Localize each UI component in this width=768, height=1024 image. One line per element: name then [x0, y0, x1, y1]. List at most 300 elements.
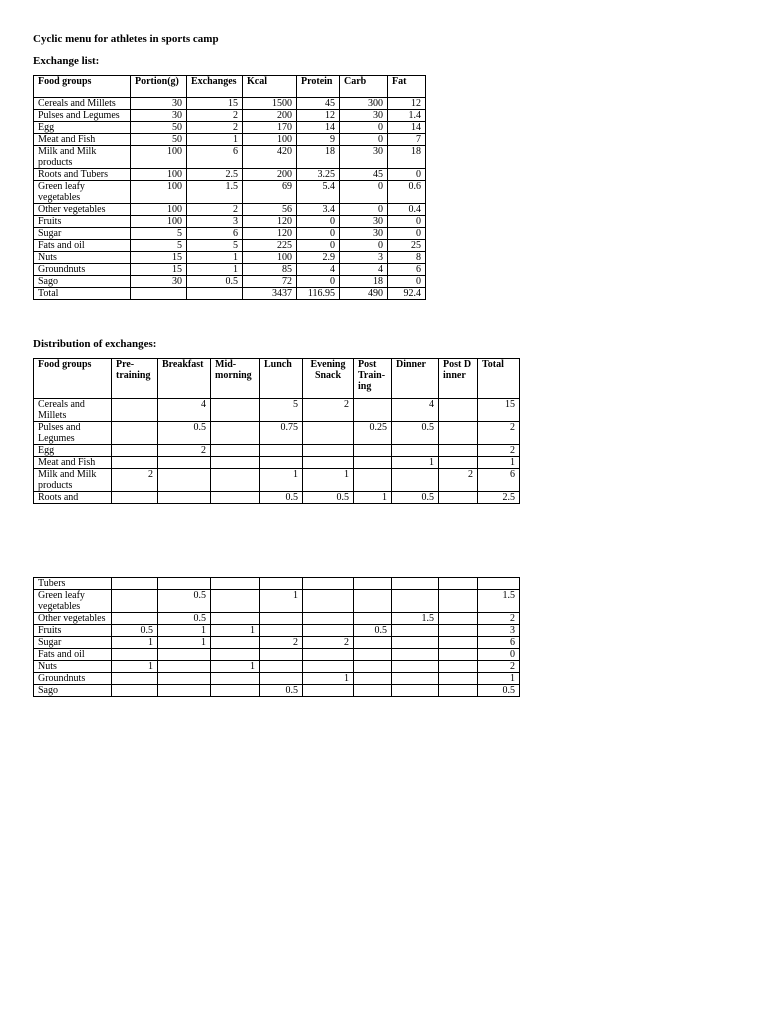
col-header: Portion(g) — [131, 76, 187, 98]
value-cell: 6 — [187, 228, 243, 240]
value-cell: 7 — [388, 134, 426, 146]
value-cell — [211, 685, 260, 697]
value-cell — [112, 673, 158, 685]
value-cell: 100 — [243, 252, 297, 264]
table-row — [34, 181, 426, 204]
row-label-cell: Cereals and Millets — [34, 399, 112, 422]
row-label-cell: Fruits — [34, 625, 112, 637]
table-row — [34, 122, 426, 134]
value-cell — [158, 661, 211, 673]
value-cell: 56 — [243, 204, 297, 216]
value-cell: 3.25 — [297, 169, 340, 181]
value-cell: 8 — [388, 252, 426, 264]
col-header: Breakfast — [158, 359, 211, 399]
value-cell: 30 — [131, 110, 187, 122]
value-cell — [211, 492, 260, 504]
value-cell: 1 — [303, 469, 354, 492]
value-cell: 0 — [340, 204, 388, 216]
value-cell: 85 — [243, 264, 297, 276]
value-cell: 1 — [260, 469, 303, 492]
value-cell — [158, 469, 211, 492]
row-label-cell: Other vegetables — [34, 204, 131, 216]
value-cell — [112, 422, 158, 445]
value-cell: 2 — [303, 637, 354, 649]
value-cell: 72 — [243, 276, 297, 288]
value-cell: 100 — [131, 216, 187, 228]
value-cell: 116.95 — [297, 288, 340, 300]
value-cell — [354, 457, 392, 469]
value-cell: 120 — [243, 216, 297, 228]
col-header: Lunch — [260, 359, 303, 399]
table-row — [34, 264, 426, 276]
value-cell: 2 — [478, 661, 520, 673]
table-row — [34, 457, 520, 469]
row-label-cell: Meat and Fish — [34, 457, 112, 469]
table-row — [34, 252, 426, 264]
value-cell: 1 — [478, 673, 520, 685]
value-cell — [303, 685, 354, 697]
row-label-cell: Nuts — [34, 661, 112, 673]
value-cell — [260, 649, 303, 661]
value-cell: 3 — [478, 625, 520, 637]
value-cell: 30 — [340, 146, 388, 169]
value-cell: 0 — [297, 216, 340, 228]
value-cell — [303, 457, 354, 469]
value-cell: 4 — [297, 264, 340, 276]
row-label-cell: Fruits — [34, 216, 131, 228]
value-cell: 0 — [297, 276, 340, 288]
value-cell: 100 — [243, 134, 297, 146]
value-cell: 1 — [354, 492, 392, 504]
value-cell — [439, 685, 478, 697]
value-cell: 0.5 — [260, 492, 303, 504]
value-cell: 30 — [340, 216, 388, 228]
value-cell — [354, 661, 392, 673]
value-cell: 12 — [297, 110, 340, 122]
value-cell — [211, 457, 260, 469]
table-row — [34, 661, 520, 673]
row-label-cell: Tubers — [34, 578, 112, 590]
table-row — [34, 276, 426, 288]
value-cell: 225 — [243, 240, 297, 252]
row-label-cell: Roots and Tubers — [34, 169, 131, 181]
value-cell — [439, 445, 478, 457]
value-cell: 15 — [131, 252, 187, 264]
value-cell: 45 — [297, 98, 340, 110]
value-cell — [158, 457, 211, 469]
value-cell — [392, 673, 439, 685]
value-cell: 2.9 — [297, 252, 340, 264]
col-header: Kcal — [243, 76, 297, 98]
value-cell — [211, 469, 260, 492]
value-cell — [211, 445, 260, 457]
value-cell: 490 — [340, 288, 388, 300]
value-cell — [439, 399, 478, 422]
value-cell — [260, 661, 303, 673]
value-cell: 1 — [260, 590, 303, 613]
col-header: Protein — [297, 76, 340, 98]
table-row — [34, 590, 520, 613]
value-cell — [439, 457, 478, 469]
value-cell — [439, 625, 478, 637]
value-cell: 1.5 — [187, 181, 243, 204]
table-row — [34, 469, 520, 492]
value-cell: 0.5 — [478, 685, 520, 697]
value-cell — [478, 578, 520, 590]
value-cell — [354, 445, 392, 457]
value-cell — [392, 578, 439, 590]
value-cell — [211, 578, 260, 590]
value-cell: 1.5 — [392, 613, 439, 625]
value-cell — [439, 637, 478, 649]
value-cell: 6 — [478, 469, 520, 492]
value-cell — [260, 673, 303, 685]
value-cell: 0.6 — [388, 181, 426, 204]
value-cell: 0.5 — [392, 492, 439, 504]
value-cell: 4 — [392, 399, 439, 422]
value-cell — [354, 685, 392, 697]
value-cell: 15 — [478, 399, 520, 422]
value-cell: 25 — [388, 240, 426, 252]
value-cell: 9 — [297, 134, 340, 146]
value-cell — [303, 649, 354, 661]
value-cell — [112, 613, 158, 625]
value-cell — [158, 578, 211, 590]
value-cell: 1 — [112, 661, 158, 673]
value-cell — [158, 492, 211, 504]
value-cell — [303, 422, 354, 445]
value-cell: 0.5 — [303, 492, 354, 504]
value-cell — [303, 590, 354, 613]
value-cell: 0 — [340, 134, 388, 146]
value-cell — [354, 613, 392, 625]
col-header: Carb — [340, 76, 388, 98]
value-cell: 0 — [388, 276, 426, 288]
value-cell: 3.4 — [297, 204, 340, 216]
value-cell — [303, 661, 354, 673]
col-header: Exchanges — [187, 76, 243, 98]
value-cell: 4 — [340, 264, 388, 276]
value-cell: 0 — [388, 228, 426, 240]
value-cell — [392, 685, 439, 697]
value-cell: 1 — [187, 252, 243, 264]
value-cell: 1 — [211, 625, 260, 637]
value-cell: 0.5 — [260, 685, 303, 697]
value-cell — [303, 578, 354, 590]
distribution-table-part2 — [33, 577, 520, 697]
value-cell: 3 — [340, 252, 388, 264]
row-label-cell: Meat and Fish — [34, 134, 131, 146]
value-cell: 0 — [340, 181, 388, 204]
col-header: Evening Snack — [303, 359, 354, 399]
value-cell: 0 — [340, 122, 388, 134]
col-header: Dinner — [392, 359, 439, 399]
value-cell — [211, 422, 260, 445]
value-cell — [439, 578, 478, 590]
row-label-cell: Fats and oil — [34, 649, 112, 661]
row-label-cell: Egg — [34, 122, 131, 134]
value-cell: 2.5 — [187, 169, 243, 181]
row-label-cell: Groundnuts — [34, 673, 112, 685]
row-label-cell: Green leafy vegetables — [34, 590, 112, 613]
value-cell — [439, 613, 478, 625]
value-cell — [439, 661, 478, 673]
value-cell — [211, 613, 260, 625]
value-cell: 5 — [131, 228, 187, 240]
value-cell — [187, 288, 243, 300]
value-cell: 0 — [297, 240, 340, 252]
value-cell: 1.5 — [478, 590, 520, 613]
value-cell — [211, 590, 260, 613]
value-cell — [112, 590, 158, 613]
value-cell — [392, 625, 439, 637]
value-cell: 30 — [131, 276, 187, 288]
value-cell: 170 — [243, 122, 297, 134]
value-cell: 0 — [388, 169, 426, 181]
value-cell: 30 — [131, 98, 187, 110]
value-cell: 5 — [260, 399, 303, 422]
value-cell — [260, 578, 303, 590]
value-cell: 0.5 — [158, 590, 211, 613]
row-label-cell: Roots and — [34, 492, 112, 504]
value-cell: 2 — [478, 422, 520, 445]
value-cell — [112, 399, 158, 422]
value-cell — [354, 649, 392, 661]
value-cell — [392, 661, 439, 673]
value-cell — [112, 649, 158, 661]
row-label-cell: Egg — [34, 445, 112, 457]
col-header: Food groups — [34, 76, 131, 98]
value-cell — [392, 469, 439, 492]
value-cell: 300 — [340, 98, 388, 110]
value-cell: 15 — [131, 264, 187, 276]
exchange-header-row — [34, 76, 426, 98]
table-row — [34, 204, 426, 216]
table-row — [34, 240, 426, 252]
table-row — [34, 649, 520, 661]
table-row — [34, 637, 520, 649]
value-cell: 12 — [388, 98, 426, 110]
value-cell — [260, 625, 303, 637]
value-cell: 2 — [158, 445, 211, 457]
row-label-cell: Sugar — [34, 637, 112, 649]
table-row — [34, 625, 520, 637]
value-cell: 1500 — [243, 98, 297, 110]
value-cell — [260, 457, 303, 469]
table-row — [34, 146, 426, 169]
value-cell: 420 — [243, 146, 297, 169]
value-cell: 45 — [340, 169, 388, 181]
document-title: Cyclic menu for athletes in sports camp — [33, 33, 219, 45]
value-cell — [354, 469, 392, 492]
value-cell: 2 — [478, 445, 520, 457]
value-cell: 0.4 — [388, 204, 426, 216]
value-cell — [392, 649, 439, 661]
value-cell: 50 — [131, 134, 187, 146]
value-cell — [260, 613, 303, 625]
row-label-cell: Sugar — [34, 228, 131, 240]
row-label-cell: Milk and Milk products — [34, 146, 131, 169]
col-header: Total — [478, 359, 520, 399]
value-cell: 6 — [187, 146, 243, 169]
value-cell — [158, 649, 211, 661]
row-label-cell: Fats and oil — [34, 240, 131, 252]
value-cell: 0.5 — [158, 613, 211, 625]
col-header: Post Train-ing — [354, 359, 392, 399]
value-cell: 50 — [131, 122, 187, 134]
row-label-cell: Groundnuts — [34, 264, 131, 276]
value-cell: 6 — [478, 637, 520, 649]
col-header: Post Dinner — [439, 359, 478, 399]
table-row — [34, 228, 426, 240]
value-cell — [439, 422, 478, 445]
col-header: Pre-training — [112, 359, 158, 399]
table-row — [34, 288, 426, 300]
value-cell: 2.5 — [478, 492, 520, 504]
value-cell: 1 — [211, 661, 260, 673]
value-cell: 2 — [112, 469, 158, 492]
value-cell: 2 — [478, 613, 520, 625]
value-cell: 18 — [340, 276, 388, 288]
value-cell — [112, 445, 158, 457]
value-cell: 1 — [187, 134, 243, 146]
value-cell: 2 — [303, 399, 354, 422]
value-cell: 4 — [158, 399, 211, 422]
value-cell: 0.5 — [112, 625, 158, 637]
value-cell: 69 — [243, 181, 297, 204]
value-cell — [354, 673, 392, 685]
value-cell: 1 — [158, 637, 211, 649]
distribution-table-part1 — [33, 358, 520, 504]
row-label-cell: Cereals and Millets — [34, 98, 131, 110]
value-cell: 0.5 — [354, 625, 392, 637]
value-cell — [439, 492, 478, 504]
row-label-cell: Sago — [34, 276, 131, 288]
value-cell — [112, 578, 158, 590]
value-cell: 30 — [340, 110, 388, 122]
value-cell: 0.5 — [392, 422, 439, 445]
value-cell — [131, 288, 187, 300]
value-cell — [211, 399, 260, 422]
value-cell — [392, 637, 439, 649]
value-cell — [303, 445, 354, 457]
value-cell: 1 — [392, 457, 439, 469]
col-header: Food groups — [34, 359, 112, 399]
table-row — [34, 134, 426, 146]
value-cell — [158, 685, 211, 697]
value-cell — [158, 673, 211, 685]
value-cell: 18 — [297, 146, 340, 169]
table-row — [34, 578, 520, 590]
col-header: Mid-morning — [211, 359, 260, 399]
row-label-cell: Other vegetables — [34, 613, 112, 625]
distribution-header-row — [34, 359, 520, 399]
value-cell: 2 — [187, 204, 243, 216]
exchange-list-heading: Exchange list: — [33, 55, 100, 67]
value-cell: 15 — [187, 98, 243, 110]
value-cell: 200 — [243, 169, 297, 181]
row-label-cell: Total — [34, 288, 131, 300]
value-cell: 2 — [260, 637, 303, 649]
value-cell — [439, 590, 478, 613]
value-cell: 100 — [131, 146, 187, 169]
value-cell: 1 — [158, 625, 211, 637]
value-cell — [354, 637, 392, 649]
value-cell: 1.4 — [388, 110, 426, 122]
value-cell: 100 — [131, 204, 187, 216]
table-row — [34, 216, 426, 228]
table-row — [34, 673, 520, 685]
value-cell — [303, 625, 354, 637]
value-cell — [112, 685, 158, 697]
row-label-cell: Green leafy vegetables — [34, 181, 131, 204]
table-row — [34, 110, 426, 122]
value-cell — [354, 578, 392, 590]
value-cell — [392, 590, 439, 613]
row-label-cell: Pulses and Legumes — [34, 422, 112, 445]
value-cell — [112, 457, 158, 469]
value-cell — [354, 590, 392, 613]
value-cell: 0 — [340, 240, 388, 252]
value-cell: 100 — [131, 181, 187, 204]
value-cell: 1 — [478, 457, 520, 469]
value-cell: 0 — [388, 216, 426, 228]
value-cell: 0.5 — [158, 422, 211, 445]
table-row — [34, 492, 520, 504]
value-cell — [211, 649, 260, 661]
value-cell: 120 — [243, 228, 297, 240]
table-row — [34, 422, 520, 445]
value-cell: 1 — [187, 264, 243, 276]
value-cell: 6 — [388, 264, 426, 276]
value-cell: 30 — [340, 228, 388, 240]
value-cell: 100 — [131, 169, 187, 181]
value-cell — [211, 673, 260, 685]
value-cell: 3 — [187, 216, 243, 228]
value-cell — [303, 613, 354, 625]
value-cell: 0.25 — [354, 422, 392, 445]
table-row — [34, 169, 426, 181]
value-cell: 2 — [187, 110, 243, 122]
value-cell: 2 — [439, 469, 478, 492]
table-row — [34, 613, 520, 625]
row-label-cell: Milk and Milk products — [34, 469, 112, 492]
value-cell: 92.4 — [388, 288, 426, 300]
value-cell: 2 — [187, 122, 243, 134]
row-label-cell: Nuts — [34, 252, 131, 264]
value-cell: 0.75 — [260, 422, 303, 445]
row-label-cell: Sago — [34, 685, 112, 697]
value-cell — [211, 637, 260, 649]
value-cell: 0 — [478, 649, 520, 661]
row-label-cell: Pulses and Legumes — [34, 110, 131, 122]
value-cell: 0 — [297, 228, 340, 240]
value-cell — [392, 445, 439, 457]
value-cell: 5 — [187, 240, 243, 252]
value-cell: 1 — [303, 673, 354, 685]
table-row — [34, 98, 426, 110]
value-cell: 5 — [131, 240, 187, 252]
value-cell: 1 — [112, 637, 158, 649]
value-cell — [354, 399, 392, 422]
table-row — [34, 685, 520, 697]
value-cell — [439, 673, 478, 685]
col-header: Fat — [388, 76, 426, 98]
value-cell: 14 — [297, 122, 340, 134]
exchange-list-table — [33, 75, 426, 300]
value-cell: 200 — [243, 110, 297, 122]
value-cell: 0.5 — [187, 276, 243, 288]
